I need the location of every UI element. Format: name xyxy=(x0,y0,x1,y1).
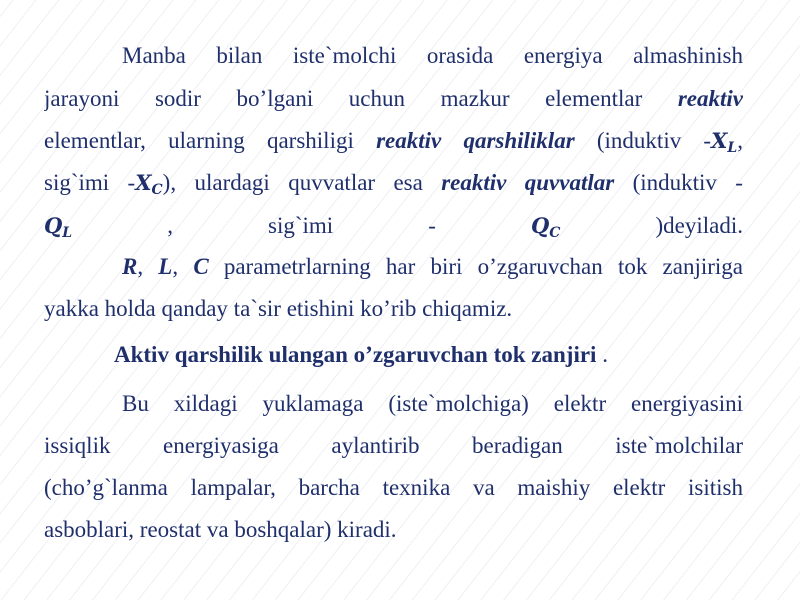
emphasis-reaktiv-quvvatlar: reaktiv quvvatlar xyxy=(441,170,615,195)
p1-line-7: yakka holda qanday ta`sir etishini ko’rib chiqamiz. xyxy=(44,296,513,321)
symbol-q-c: $Q_C$ xyxy=(530,213,561,239)
p1-line-1: Manba bilan iste`molchi orasida energiya almashinish xyxy=(122,43,743,68)
p1-line-3: elementlar, ularning qarshiligi reaktiv qarshiliklar (induktiv $-X_L$, xyxy=(44,128,743,154)
symbol-x-l: $X_L$ xyxy=(711,128,738,154)
p2-line-3: (cho’g`lanma lampalar, barcha texnika va maishiy elektr isitish xyxy=(44,475,743,500)
symbol-r: R xyxy=(122,254,138,279)
p1-line-5: $Q_L$ , sig`imi - $Q_C$ )deyiladi. xyxy=(44,213,743,239)
emphasis-reaktiv: reaktiv xyxy=(677,86,743,111)
p1-line-2: jarayoni sodir bo’lgani uchun mazkur elementlar reaktiv xyxy=(44,86,743,111)
p2-line-2: issiqlik energiyasiga aylantirib beradigan iste`molchilar xyxy=(44,433,743,458)
p2-line-4: asboblari, reostat va boshqalar) kiradi. xyxy=(44,517,397,542)
symbol-c: C xyxy=(193,254,209,279)
p1-line-4: sig`imi $-X_C$), ulardagi quvvatlar esa reaktiv quvvatlar (induktiv - xyxy=(44,170,743,196)
symbol-x-c: $X_C$ xyxy=(135,170,163,196)
symbol-q-l: $Q_L$ xyxy=(44,213,73,239)
section-heading: Aktiv qarshilik ulangan o’zgaruvchan tok zanjiri . xyxy=(114,342,608,367)
section-heading-title: Aktiv qarshilik ulangan o’zgaruvchan tok zanjiri xyxy=(114,342,597,367)
p2-line-1: Bu xildagi yuklamaga (iste`molchiga) elektr energiyasini xyxy=(122,391,743,416)
emphasis-reaktiv-qarshiliklar: reaktiv qarshiliklar xyxy=(376,128,575,153)
symbol-l: L xyxy=(158,254,173,279)
p1-line-6: R, L, C parametrlarning har biri o’zgaruvchan tok zanjiriga xyxy=(122,254,743,279)
